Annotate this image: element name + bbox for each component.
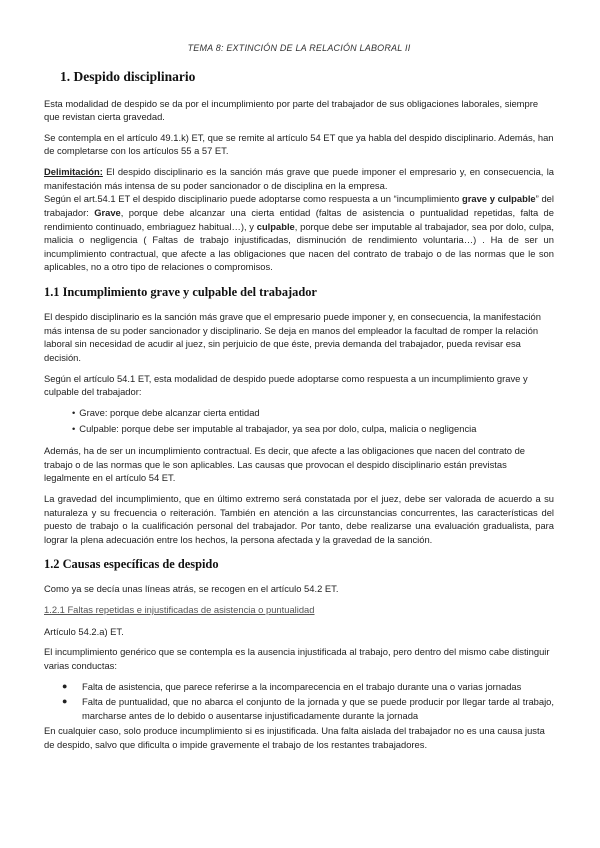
list-item: ● Falta de asistencia, que parece referirse a la incomparecencia en el trabajo durante una o varias jornadas	[62, 680, 554, 694]
bold-run: culpable	[256, 220, 295, 232]
section-1-paragraph-2: Se contempla en el artículo 49.1.k) ET, que se remite al artículo 54 ET que ya habla del despido disciplinario. Además, han de completarse con los artículos 55 a 57 ET.	[44, 131, 554, 157]
section-1-1-title: 1.1 Incumplimiento grave y culpable del trabajador	[44, 285, 317, 300]
bold-run: Grave	[94, 206, 121, 218]
section-1-paragraph-1: Esta modalidad de despido se da por el incumplimiento por parte del trabajador de sus obligaciones laborales, siempre que revistan cierta gravedad.	[44, 97, 539, 123]
section-1-2-paragraph-2: Artículo 54.2.a) ET.	[44, 625, 124, 637]
section-1-1-paragraph-3: Además, ha de ser un incumplimiento contractual. Es decir, que afecte a las obligaciones que nacen del contrato de trabajo o de las normas que le son aplicables. Las causas que provocan el despido disciplinario están previstas legalmente en el artículo 54 ET.	[44, 445, 526, 484]
section-1-1-paragraph-1: El despido disciplinario es la sanción más grave que el empresario puede imponer y, en consecuencia, la manifestación más intensa de su poder sancionador y disciplinario. Se deja en manos del empleador la facultad de romper la relación laboral sin necesidad de acudir al juez, sin perjuicio de que éste, previa demanda del trabajador, pueda revisar esa decisión.	[44, 311, 541, 363]
list-item: ● Falta de puntualidad, que no abarca el conjunto de la jornada y que se puede producir por llegar tarde al trabajo, marcharse antes de lo debido o ausentarse injustificadamente durante la jornada	[62, 695, 554, 722]
section-1-2-paragraph-4: En cualquier caso, solo produce incumplimiento si es injustificada. Una falta aislada del trabajador no es una causa justa de despido, salvo que dificulta o impide gravemente el trabajo de los restantes trabajadores.	[44, 725, 545, 751]
delimitacion-label: Delimitación:	[44, 166, 103, 178]
section-1-2-paragraph-1: Como ya se decía unas líneas atrás, se recogen en el artículo 54.2 ET.	[44, 583, 339, 595]
section-1-1-paragraph-4: La gravedad del incumplimiento, que en último extremo será constatada por el juez, debe ser valorada de acuerdo a su naturaleza y su frecuencia o reiteración. También en atención a las circunstancias concurrentes, las características del puesto de trabajo o la cualificación personal del trabajador. Por tanto, debe realizarse una evaluación gradualista, para lograr la plena adecuación entre los hechos, la persona afectada y la gravedad de la sanción.	[44, 492, 554, 545]
text-run: ” del trabajador:	[44, 193, 554, 218]
section-1-1-bullet-list	[44, 406, 554, 436]
section-1-paragraph-4	[44, 192, 554, 274]
section-1-2-title: 1.2 Causas específicas de despido	[44, 557, 219, 572]
text-run: , porque debe alcanzar una cierta entidad (faltas de asistencia o puntualidad repetidas, falta de rendimiento continuado, embriaguez habitual…), y	[44, 206, 554, 232]
list-item: • Culpable: porque debe ser imputable al trabajador, ya sea por dolo, culpa, malicia o negligencia	[72, 422, 554, 436]
section-1-title: 1. Despido disciplinario	[60, 69, 196, 85]
text-run: Según el art.54.1 ET el despido disciplinario puede adoptarse como respuesta a un “incumplimiento	[44, 193, 462, 205]
delimitacion-text: El despido disciplinario es la sanción más grave que puede imponer el empresario y, en consecuencia, la manifestación más intensa de su poder sancionador o de disciplina en la empresa.	[44, 166, 554, 191]
section-1-2-bullet-list	[44, 680, 554, 723]
list-item: • Grave: porque debe alcanzar cierta entidad	[72, 406, 554, 420]
page-header: TEMA 8: EXTINCIÓN DE LA RELACIÓN LABORAL II	[187, 43, 411, 53]
text-run: , porque debe ser imputable al trabajador, sea por dolo, culpa, malicia o negligencia ( Faltas de trabajo injustificadas, disminución de rendimiento voluntaria…) . Ha de ser un incumplimiento contractual, que afecte a las obligaciones que nacen del contrato de trabajo o de las normas que le son aplicables, no a otro tipo de relaciones o compromisos.	[44, 220, 554, 273]
bold-run: grave y culpable	[462, 193, 536, 205]
section-1-1-paragraph-2: Según el artículo 54.1 ET, esta modalidad de despido puede adoptarse como respuesta a un incumplimiento grave y culpable del trabajador:	[44, 372, 528, 398]
section-1-paragraph-3	[44, 165, 554, 192]
section-1-2-paragraph-3: El incumplimiento genérico que se contempla es la ausencia injustificada al trabajo, pero dentro del mismo cabe distinguir varias conductas:	[44, 646, 550, 671]
section-1-2-1-subtitle: 1.2.1 Faltas repetidas e injustificadas de asistencia o puntualidad	[44, 604, 315, 616]
